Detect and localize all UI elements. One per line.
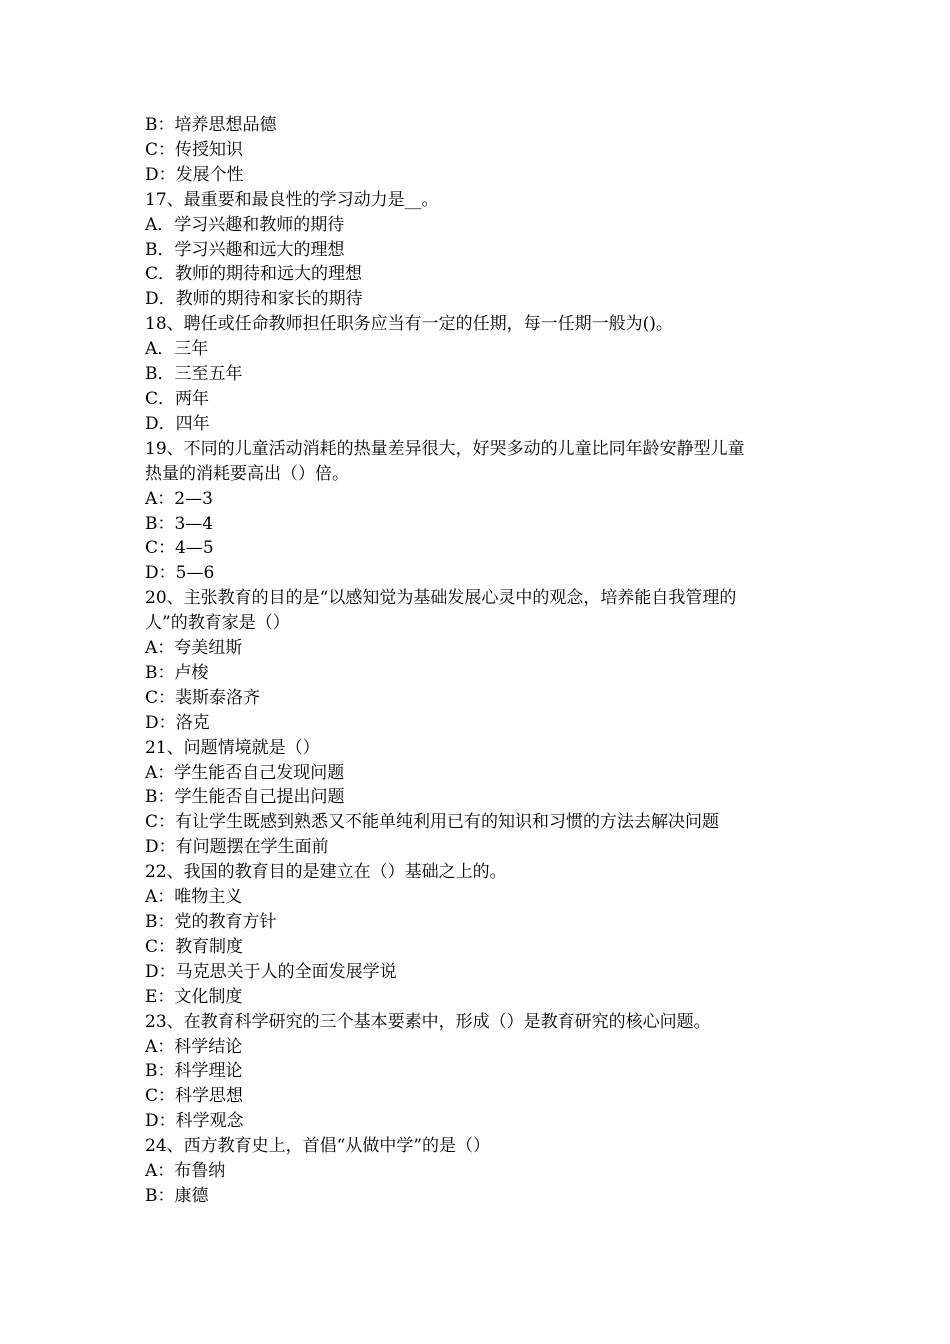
text-line: C：裴斯泰洛齐 [145,687,261,708]
text-line: C：教育制度 [145,936,244,957]
document-body [145,113,825,1209]
text-line: 21、问题情境就是（） [145,737,320,758]
text-line: B：党的教育方针 [145,912,277,932]
text-line: B：科学理论 [145,1061,243,1082]
text-line: D：马克思关于人的全面发展学说 [145,961,397,982]
text-line: B：康德 [145,1185,209,1206]
text-line: 24、西方教育史上，首倡“从做中学”的是（） [145,1136,491,1157]
text-line: D．四年 [145,413,210,434]
text-line: 19、不同的儿童活动消耗的热量差异很大，好哭多动的儿童比同年龄安静型儿童 [145,438,745,459]
text-line: C．教师的期待和远大的理想 [145,264,363,285]
text-line: B：3—4 [145,513,214,534]
text-line: D：有问题摆在学生面前 [145,837,329,858]
text-line: 热量的消耗要高出（）倍。 [145,463,349,484]
text-line: D：发展个性 [145,164,244,185]
text-line: B．学习兴趣和远大的理想 [145,239,345,260]
text-line: A．学习兴趣和教师的期待 [145,214,345,235]
text-line: C：有让学生既感到熟悉又不能单纯利用已有的知识和习惯的方法去解决问题 [145,812,720,833]
text-line: 人”的教育家是（） [145,613,290,634]
text-line: B：培养思想品德 [145,115,277,135]
text-line: A．三年 [145,339,209,360]
text-line: B．三至五年 [145,364,243,385]
text-line: C：传授知识 [145,139,244,160]
text-line: A：学生能否自己发现问题 [145,762,345,783]
text-line: B：学生能否自己提出问题 [145,787,345,808]
text-line: A：布鲁纳 [145,1161,226,1182]
text-line: B：卢梭 [145,662,209,683]
text-line: D：5—6 [145,563,215,584]
text-line: A：科学结论 [145,1036,243,1057]
text-line: 20、主张教育的目的是“以感知觉为基础发展心灵中的观念，培养能自我管理的 [145,588,737,609]
text-line: A：唯物主义 [145,887,243,908]
text-line: D：科学观念 [145,1111,244,1132]
text-line: 23、在教育科学研究的三个基本要素中，形成（）是教育研究的核心问题。 [145,1011,711,1032]
text-line: C．两年 [145,388,210,409]
text-line: A：2—3 [145,488,213,509]
text-line: 22、我国的教育目的是建立在（）基础之上的。 [145,862,507,883]
text-line: C：科学思想 [145,1086,244,1107]
text-line: D．教师的期待和家长的期待 [145,289,363,310]
text-line: 17、最重要和最良性的学习动力是__。 [145,189,439,210]
text-line: A：夸美纽斯 [145,638,243,659]
text-line: D：洛克 [145,712,210,733]
text-line: E：文化制度 [145,986,243,1007]
text-line: 18、聘任或任命教师担任职务应当有一定的任期，每一任期一般为()。 [145,314,673,335]
text-line: C：4—5 [145,538,214,559]
